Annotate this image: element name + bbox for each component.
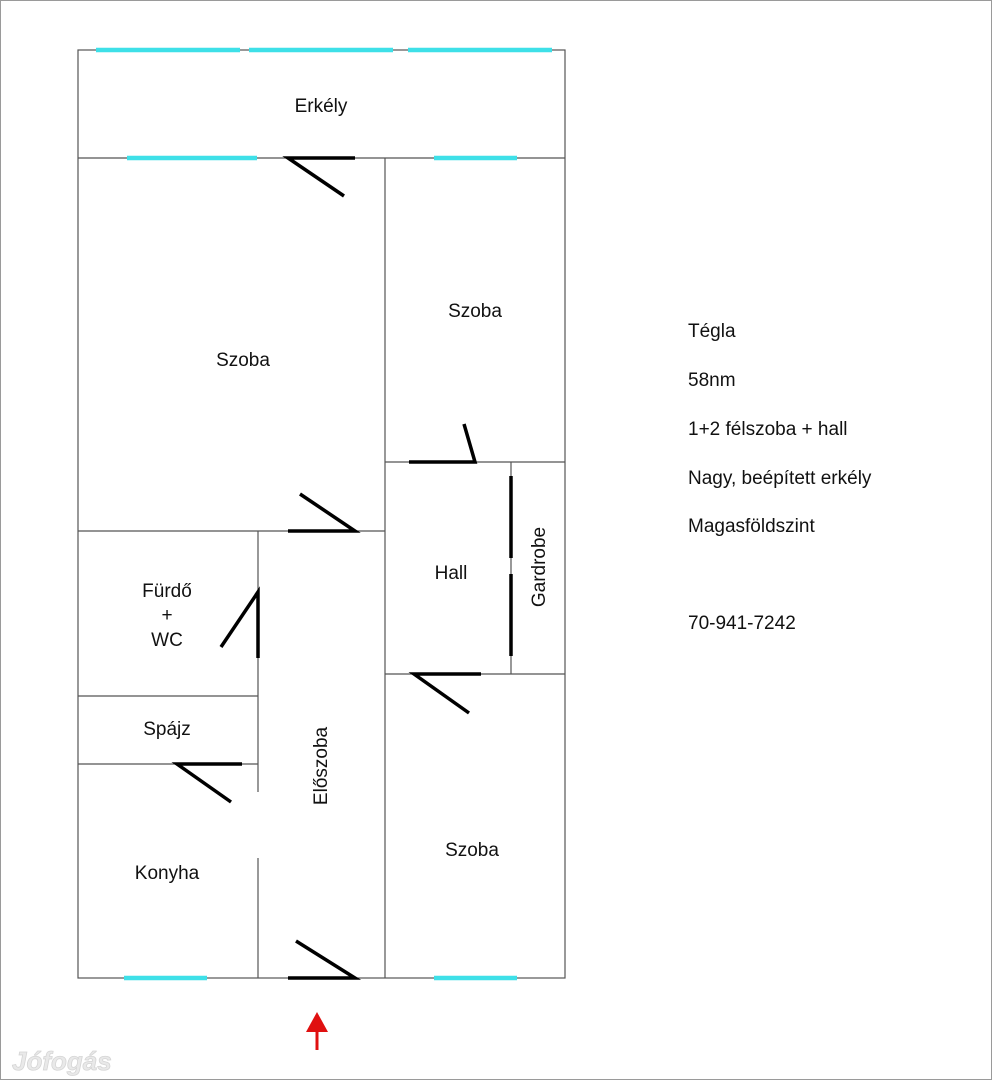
- door-bottom-right-room: [414, 674, 481, 713]
- info-phone: 70-941-7242: [688, 613, 796, 634]
- windows: [96, 50, 552, 978]
- info-rooms: 1+2 félszoba + hall: [688, 419, 848, 440]
- room-label-szoba-top-right: Szoba: [448, 301, 502, 322]
- entrance-arrow: [306, 1012, 328, 1050]
- room-label-szoba-main: Szoba: [216, 350, 270, 371]
- door-top-right-room: [409, 424, 475, 462]
- image-frame: [1, 1, 992, 1080]
- room-label-hall: Hall: [434, 563, 468, 584]
- door-entrance: [288, 941, 355, 978]
- door-main-room: [288, 494, 355, 531]
- walls: [78, 50, 565, 978]
- door-bathroom: [221, 592, 258, 658]
- room-label-furdo-plus: +: [161, 605, 173, 626]
- info-material: Tégla: [688, 321, 736, 342]
- room-label-szoba-bottom-right: Szoba: [445, 840, 499, 861]
- room-label-gardrobe: Gardrobe: [529, 526, 550, 608]
- watermark-logo: Jófogás: [12, 1046, 112, 1076]
- info-floor: Magasföldszint: [688, 516, 815, 537]
- room-label-spajz: Spájz: [143, 719, 191, 740]
- outer-wall: [78, 50, 565, 978]
- room-label-furdo: Fürdő: [142, 581, 192, 602]
- door-pantry: [177, 764, 242, 802]
- room-label-wc: WC: [151, 630, 183, 651]
- info-area: 58nm: [688, 370, 736, 391]
- door-balcony: [288, 158, 355, 196]
- info-balcony: Nagy, beépített erkély: [688, 468, 872, 489]
- room-label-erkely: Erkély: [294, 96, 348, 117]
- room-label-konyha: Konyha: [134, 863, 200, 884]
- room-label-eloszoba: Előszoba: [311, 726, 332, 806]
